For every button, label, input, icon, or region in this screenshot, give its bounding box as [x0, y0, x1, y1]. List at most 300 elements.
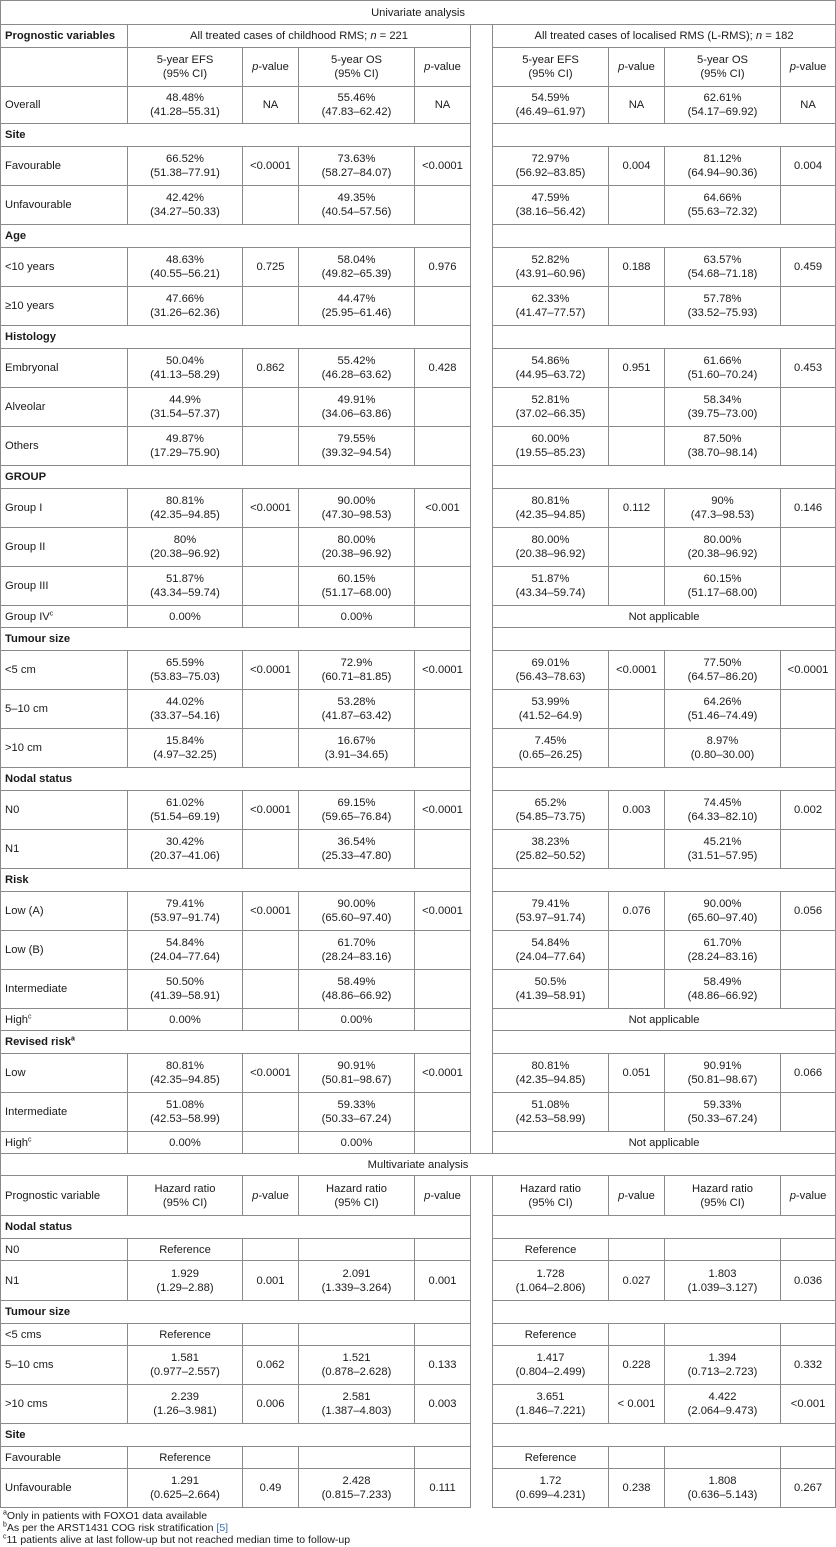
p-local-os: [781, 388, 836, 427]
efs-local: 80.81% (42.35–94.85): [493, 1054, 609, 1093]
p-all-os: [415, 1132, 471, 1154]
reference-all: Reference: [128, 1239, 243, 1261]
p-local-os: 0.004: [781, 147, 836, 186]
p-all-efs: <0.0001: [243, 892, 299, 931]
p-all-efs: <0.0001: [243, 147, 299, 186]
col-mp-local-efs: p-value: [609, 1176, 665, 1216]
efs-all: 51.87% (43.34–59.74): [128, 567, 243, 606]
p-local-efs: < 0.001: [609, 1385, 665, 1424]
p-local-os: [781, 427, 836, 466]
col-p-all-os: p-value: [415, 48, 471, 87]
p-all-efs: [243, 528, 299, 567]
row-label: Tumour size: [1, 628, 471, 651]
p-all-efs: [243, 931, 299, 970]
efs-all: 54.84% (24.04–77.64): [128, 931, 243, 970]
p-local-os: <0.0001: [781, 651, 836, 690]
p-local-efs: [609, 186, 665, 225]
table-row: [1, 970, 836, 1009]
p-local-os: 0.056: [781, 892, 836, 931]
os-local: 61.66% (51.60–70.24): [665, 349, 781, 388]
p-all-efs: <0.0001: [243, 651, 299, 690]
table-row: [1, 427, 836, 466]
p-local-efs: 0.112: [609, 489, 665, 528]
table-row: [1, 1009, 836, 1031]
row-label: <5 cm: [1, 651, 128, 690]
p-local-os: 0.459: [781, 248, 836, 287]
os-all: 58.49% (48.86–66.92): [299, 970, 415, 1009]
p-all-os: [415, 690, 471, 729]
efs-all: 61.02% (51.54–69.19): [128, 791, 243, 830]
p-all-efs: NA: [243, 87, 299, 124]
p-all-os: [415, 1009, 471, 1031]
footnote-b: $^b$As per the ARST1431 COG risk stratification [5]: [3, 1521, 229, 1535]
efs-local: 38.23% (25.82–50.52): [493, 830, 609, 869]
p-all-os: 0.111: [415, 1469, 471, 1508]
p-all-os: [415, 729, 471, 768]
efs-local: 1.728 (1.064–2.806): [493, 1261, 609, 1301]
col-prognostic-variable: Prognostic variable: [1, 1176, 128, 1216]
multivariate-title: Multivariate analysis: [1, 1154, 836, 1176]
efs-all: 44.9% (31.54–57.37): [128, 388, 243, 427]
table-row: [1, 931, 836, 970]
os-all: 61.70% (28.24–83.16): [299, 931, 415, 970]
efs-local: 69.01% (56.43–78.63): [493, 651, 609, 690]
row-label: Risk: [1, 869, 471, 892]
row-label: Intermediate: [1, 970, 128, 1009]
row-label: 5–10 cms: [1, 1346, 128, 1385]
p-all-efs: 0.006: [243, 1385, 299, 1424]
os-local: 61.70% (28.24–83.16): [665, 931, 781, 970]
p-all-efs: <0.0001: [243, 1054, 299, 1093]
row-label: GROUP: [1, 466, 471, 489]
p-local-efs: [609, 931, 665, 970]
p-local-os: [781, 970, 836, 1009]
row-label: Tumour size: [1, 1301, 471, 1324]
os-local: 77.50% (64.57–86.20): [665, 651, 781, 690]
efs-all: 1.581 (0.977–2.557): [128, 1346, 243, 1385]
p-local-efs: [609, 567, 665, 606]
p-all-efs: 0.062: [243, 1346, 299, 1385]
row-label: Low (A): [1, 892, 128, 931]
p-local-efs: 0.027: [609, 1261, 665, 1301]
col-hr-local-efs: Hazard ratio (95% CI): [493, 1176, 609, 1216]
row-label: N0: [1, 791, 128, 830]
p-local-os: [781, 567, 836, 606]
p-local-efs: <0.0001: [609, 651, 665, 690]
p-local-efs: 0.951: [609, 349, 665, 388]
efs-all: 50.04% (41.13–58.29): [128, 349, 243, 388]
p-all-os: <0.001: [415, 489, 471, 528]
table-row: [1, 567, 836, 606]
p-all-efs: 0.725: [243, 248, 299, 287]
reference-all: Reference: [128, 1447, 243, 1469]
section-row: [1, 1031, 836, 1054]
p-all-os: [415, 427, 471, 466]
os-local: 90% (47.3–98.53): [665, 489, 781, 528]
footnote-c: $^c$11 patients alive at last follow-up but not reached median time to follow-up: [3, 1533, 351, 1547]
p-all-efs: [243, 729, 299, 768]
col-prognostic-variables: Prognostic variables: [1, 25, 128, 48]
p-all-os: <0.0001: [415, 1054, 471, 1093]
p-local-efs: 0.051: [609, 1054, 665, 1093]
col-p-local-efs: p-value: [609, 48, 665, 87]
row-label: Age: [1, 225, 471, 248]
efs-local: 72.97% (56.92–83.85): [493, 147, 609, 186]
col-os-local: 5-year OS (95% CI): [665, 48, 781, 87]
efs-local: 80.81% (42.35–94.85): [493, 489, 609, 528]
efs-local: 1.417 (0.804–2.499): [493, 1346, 609, 1385]
row-label: ≥10 years: [1, 287, 128, 326]
p-all-efs: [243, 830, 299, 869]
efs-all: 0.00%: [128, 1132, 243, 1154]
os-all: 2.581 (1.387–4.803): [299, 1385, 415, 1424]
p-local-os: [781, 931, 836, 970]
os-all: 90.00% (47.30–98.53): [299, 489, 415, 528]
row-label: 5–10 cm: [1, 690, 128, 729]
row-label: Group $IV^c$: [1, 606, 128, 628]
efs-all: 0.00%: [128, 1009, 243, 1031]
row-label: N1: [1, 830, 128, 869]
p-all-efs: [243, 1132, 299, 1154]
os-all: 2.428 (0.815–7.233): [299, 1469, 415, 1508]
col-p-local-os: p-value: [781, 48, 836, 87]
efs-all: 44.02% (33.37–54.16): [128, 690, 243, 729]
os-local: 90.00% (65.60–97.40): [665, 892, 781, 931]
section-row: [1, 1301, 836, 1324]
os-all: 53.28% (41.87–63.42): [299, 690, 415, 729]
row-label: Unfavourable: [1, 1469, 128, 1508]
p-all-os: 0.003: [415, 1385, 471, 1424]
efs-local: 51.87% (43.34–59.74): [493, 567, 609, 606]
p-all-efs: [243, 606, 299, 628]
os-local: 58.49% (48.86–66.92): [665, 970, 781, 1009]
table-row: [1, 1093, 836, 1132]
os-local: 62.61% (54.17–69.92): [665, 87, 781, 124]
group-header-localised: All treated cases of localised RMS (L-RMS); n = 182: [493, 25, 836, 48]
section-row: [1, 466, 836, 489]
efs-all: 47.66% (31.26–62.36): [128, 287, 243, 326]
p-local-efs: [609, 970, 665, 1009]
row-label: High$^c$: [1, 1009, 128, 1031]
row-label: >10 cms: [1, 1385, 128, 1424]
p-local-efs: 0.003: [609, 791, 665, 830]
p-all-os: [415, 567, 471, 606]
p-local-os: 0.267: [781, 1469, 836, 1508]
efs-local: 7.45% (0.65–26.25): [493, 729, 609, 768]
p-local-os: 0.066: [781, 1054, 836, 1093]
table-row: [1, 651, 836, 690]
p-all-efs: <0.0001: [243, 791, 299, 830]
row-label: Group I: [1, 489, 128, 528]
os-all: 36.54% (25.33–47.80): [299, 830, 415, 869]
efs-all: 50.50% (41.39–58.91): [128, 970, 243, 1009]
reference-all: Reference: [128, 1324, 243, 1346]
p-local-os: [781, 729, 836, 768]
col-p-all-efs: p-value: [243, 48, 299, 87]
section-row: [1, 628, 836, 651]
p-local-os: 0.036: [781, 1261, 836, 1301]
efs-all: 42.42% (34.27–50.33): [128, 186, 243, 225]
efs-all: 80% (20.38–96.92): [128, 528, 243, 567]
efs-all: 49.87% (17.29–75.90): [128, 427, 243, 466]
os-all: 16.67% (3.91–34.65): [299, 729, 415, 768]
efs-all: 1.929 (1.29–2.88): [128, 1261, 243, 1301]
table-row: [1, 248, 836, 287]
p-local-os: <0.001: [781, 1385, 836, 1424]
efs-all: 48.48% (41.28–55.31): [128, 87, 243, 124]
p-all-os: [415, 606, 471, 628]
p-local-efs: 0.188: [609, 248, 665, 287]
table-row: [1, 791, 836, 830]
col-os-all: 5-year OS (95% CI): [299, 48, 415, 87]
table-row: [1, 87, 836, 124]
os-all: 1.521 (0.878–2.628): [299, 1346, 415, 1385]
col-mp-all-efs: p-value: [243, 1176, 299, 1216]
p-all-efs: 0.49: [243, 1469, 299, 1508]
efs-local: 60.00% (19.55–85.23): [493, 427, 609, 466]
os-all: 80.00% (20.38–96.92): [299, 528, 415, 567]
efs-all: 80.81% (42.35–94.85): [128, 1054, 243, 1093]
table-row: [1, 388, 836, 427]
os-all: 90.00% (65.60–97.40): [299, 892, 415, 931]
row-label: <5 cms: [1, 1324, 128, 1346]
p-all-os: <0.0001: [415, 147, 471, 186]
p-local-os: [781, 830, 836, 869]
table-row: [1, 349, 836, 388]
p-all-os: 0.428: [415, 349, 471, 388]
os-all: 2.091 (1.339–3.264): [299, 1261, 415, 1301]
efs-local: 51.08% (42.53–58.99): [493, 1093, 609, 1132]
os-local: 87.50% (38.70–98.14): [665, 427, 781, 466]
col-hr-all-os: Hazard ratio (95% CI): [299, 1176, 415, 1216]
os-all: 49.91% (34.06–63.86): [299, 388, 415, 427]
os-local: 45.21% (31.51–57.95): [665, 830, 781, 869]
efs-all: 79.41% (53.97–91.74): [128, 892, 243, 931]
p-all-os: [415, 528, 471, 567]
os-all: 73.63% (58.27–84.07): [299, 147, 415, 186]
table-row: [1, 186, 836, 225]
univariate-title: Univariate analysis: [1, 1, 836, 25]
os-local: 64.66% (55.63–72.32): [665, 186, 781, 225]
p-all-efs: [243, 567, 299, 606]
p-all-os: [415, 186, 471, 225]
p-local-efs: 0.004: [609, 147, 665, 186]
table-row: [1, 1469, 836, 1508]
os-all: 60.15% (51.17–68.00): [299, 567, 415, 606]
p-all-os: <0.0001: [415, 651, 471, 690]
p-all-efs: 0.862: [243, 349, 299, 388]
efs-local: 52.82% (43.91–60.96): [493, 248, 609, 287]
p-all-efs: <0.0001: [243, 489, 299, 528]
row-label: Histology: [1, 326, 471, 349]
efs-all: 48.63% (40.55–56.21): [128, 248, 243, 287]
p-all-os: [415, 388, 471, 427]
p-all-os: [415, 830, 471, 869]
p-all-os: <0.0001: [415, 791, 471, 830]
reference-link[interactable]: [5]: [216, 1522, 229, 1535]
os-local: 8.97% (0.80–30.00): [665, 729, 781, 768]
efs-all: 30.42% (20.37–41.06): [128, 830, 243, 869]
efs-local: 62.33% (41.47–77.57): [493, 287, 609, 326]
row-label: <10 years: [1, 248, 128, 287]
efs-local: 53.99% (41.52–64.9): [493, 690, 609, 729]
efs-all: 51.08% (42.53–58.99): [128, 1093, 243, 1132]
p-local-os: [781, 287, 836, 326]
p-local-os: [781, 690, 836, 729]
table-row: [1, 729, 836, 768]
os-all: 72.9% (60.71–81.85): [299, 651, 415, 690]
p-local-efs: 0.238: [609, 1469, 665, 1508]
p-all-efs: [243, 970, 299, 1009]
p-all-efs: [243, 1093, 299, 1132]
p-local-efs: [609, 388, 665, 427]
os-local: 1.808 (0.636–5.143): [665, 1469, 781, 1508]
row-label: Low (B): [1, 931, 128, 970]
row-label: Overall: [1, 87, 128, 124]
reference-local: Reference: [493, 1447, 609, 1469]
row-label: Revised risk$^a$: [1, 1031, 471, 1054]
efs-local: 80.00% (20.38–96.92): [493, 528, 609, 567]
efs-all: 0.00%: [128, 606, 243, 628]
os-all: 79.55% (39.32–94.54): [299, 427, 415, 466]
p-local-efs: NA: [609, 87, 665, 124]
p-local-os: 0.453: [781, 349, 836, 388]
p-all-efs: 0.001: [243, 1261, 299, 1301]
section-row: [1, 1216, 836, 1239]
row-label: Favourable: [1, 1447, 128, 1469]
p-local-efs: [609, 690, 665, 729]
p-all-os: [415, 287, 471, 326]
section-row: [1, 768, 836, 791]
row-label: Group II: [1, 528, 128, 567]
efs-all: 65.59% (53.83–75.03): [128, 651, 243, 690]
section-row: [1, 1424, 836, 1447]
efs-all: 1.291 (0.625–2.664): [128, 1469, 243, 1508]
os-all: 0.00%: [299, 606, 415, 628]
os-local: 4.422 (2.064–9.473): [665, 1385, 781, 1424]
p-local-os: 0.332: [781, 1346, 836, 1385]
p-local-efs: [609, 729, 665, 768]
row-label: Embryonal: [1, 349, 128, 388]
p-all-efs: [243, 287, 299, 326]
table-row: [1, 830, 836, 869]
p-all-os: 0.001: [415, 1261, 471, 1301]
row-label: Low: [1, 1054, 128, 1093]
efs-local: 50.5% (41.39–58.91): [493, 970, 609, 1009]
p-all-efs: [243, 690, 299, 729]
section-row: [1, 225, 836, 248]
os-local: 64.26% (51.46–74.49): [665, 690, 781, 729]
os-all: 69.15% (59.65–76.84): [299, 791, 415, 830]
table-row: [1, 1261, 836, 1301]
table-row: [1, 1132, 836, 1154]
os-all: 90.91% (50.81–98.67): [299, 1054, 415, 1093]
os-all: 55.42% (46.28–63.62): [299, 349, 415, 388]
section-row: [1, 869, 836, 892]
row-label: Alveolar: [1, 388, 128, 427]
os-local: 90.91% (50.81–98.67): [665, 1054, 781, 1093]
section-row: [1, 124, 836, 147]
efs-local: 3.651 (1.846–7.221): [493, 1385, 609, 1424]
row-label: N0: [1, 1239, 128, 1261]
table-row: [1, 1054, 836, 1093]
p-local-efs: [609, 528, 665, 567]
row-label: Nodal status: [1, 768, 471, 791]
efs-all: 2.239 (1.26–3.981): [128, 1385, 243, 1424]
os-all: 0.00%: [299, 1132, 415, 1154]
os-local: 1.394 (0.713–2.723): [665, 1346, 781, 1385]
table-row: [1, 528, 836, 567]
reference-local: Reference: [493, 1324, 609, 1346]
p-local-efs: 0.228: [609, 1346, 665, 1385]
p-local-os: [781, 528, 836, 567]
p-all-efs: [243, 1009, 299, 1031]
efs-all: 80.81% (42.35–94.85): [128, 489, 243, 528]
col-mp-local-os: p-value: [781, 1176, 836, 1216]
col-mp-all-os: p-value: [415, 1176, 471, 1216]
efs-all: 15.84% (4.97–32.25): [128, 729, 243, 768]
not-applicable: Not applicable: [493, 606, 836, 628]
p-all-os: [415, 970, 471, 1009]
os-local: 74.45% (64.33–82.10): [665, 791, 781, 830]
col-efs-all: 5-year EFS (95% CI): [128, 48, 243, 87]
efs-all: 66.52% (51.38–77.91): [128, 147, 243, 186]
os-all: 49.35% (40.54–57.56): [299, 186, 415, 225]
p-local-efs: [609, 287, 665, 326]
table-row: [1, 147, 836, 186]
row-label: Group III: [1, 567, 128, 606]
not-applicable: Not applicable: [493, 1132, 836, 1154]
group-header-all: All treated cases of childhood RMS; n = 221: [128, 25, 471, 48]
p-local-efs: [609, 830, 665, 869]
efs-local: 54.84% (24.04–77.64): [493, 931, 609, 970]
os-all: 44.47% (25.95–61.46): [299, 287, 415, 326]
p-all-os: [415, 1093, 471, 1132]
os-local: 80.00% (20.38–96.92): [665, 528, 781, 567]
footnotes: [0, 1508, 836, 1547]
p-local-efs: [609, 427, 665, 466]
p-all-os: NA: [415, 87, 471, 124]
os-local: 81.12% (64.94–90.36): [665, 147, 781, 186]
os-local: 63.57% (54.68–71.18): [665, 248, 781, 287]
p-all-efs: [243, 427, 299, 466]
efs-local: 54.59% (46.49–61.97): [493, 87, 609, 124]
os-local: 57.78% (33.52–75.93): [665, 287, 781, 326]
efs-local: 54.86% (44.95–63.72): [493, 349, 609, 388]
row-label: Intermediate: [1, 1093, 128, 1132]
p-all-os: <0.0001: [415, 892, 471, 931]
section-row: [1, 326, 836, 349]
row-label: Site: [1, 1424, 471, 1447]
p-local-efs: [609, 1093, 665, 1132]
row-label: High$^c$: [1, 1132, 128, 1154]
col-hr-local-os: Hazard ratio (95% CI): [665, 1176, 781, 1216]
p-all-efs: [243, 388, 299, 427]
os-local: 59.33% (50.33–67.24): [665, 1093, 781, 1132]
col-hr-all-efs: Hazard ratio (95% CI): [128, 1176, 243, 1216]
p-all-os: [415, 931, 471, 970]
p-all-efs: [243, 186, 299, 225]
os-all: 0.00%: [299, 1009, 415, 1031]
reference-local: Reference: [493, 1239, 609, 1261]
p-local-os: 0.002: [781, 791, 836, 830]
not-applicable: Not applicable: [493, 1009, 836, 1031]
table-row: [1, 606, 836, 628]
efs-local: 1.72 (0.699–4.231): [493, 1469, 609, 1508]
row-label: Others: [1, 427, 128, 466]
row-label: Favourable: [1, 147, 128, 186]
os-local: 58.34% (39.75–73.00): [665, 388, 781, 427]
